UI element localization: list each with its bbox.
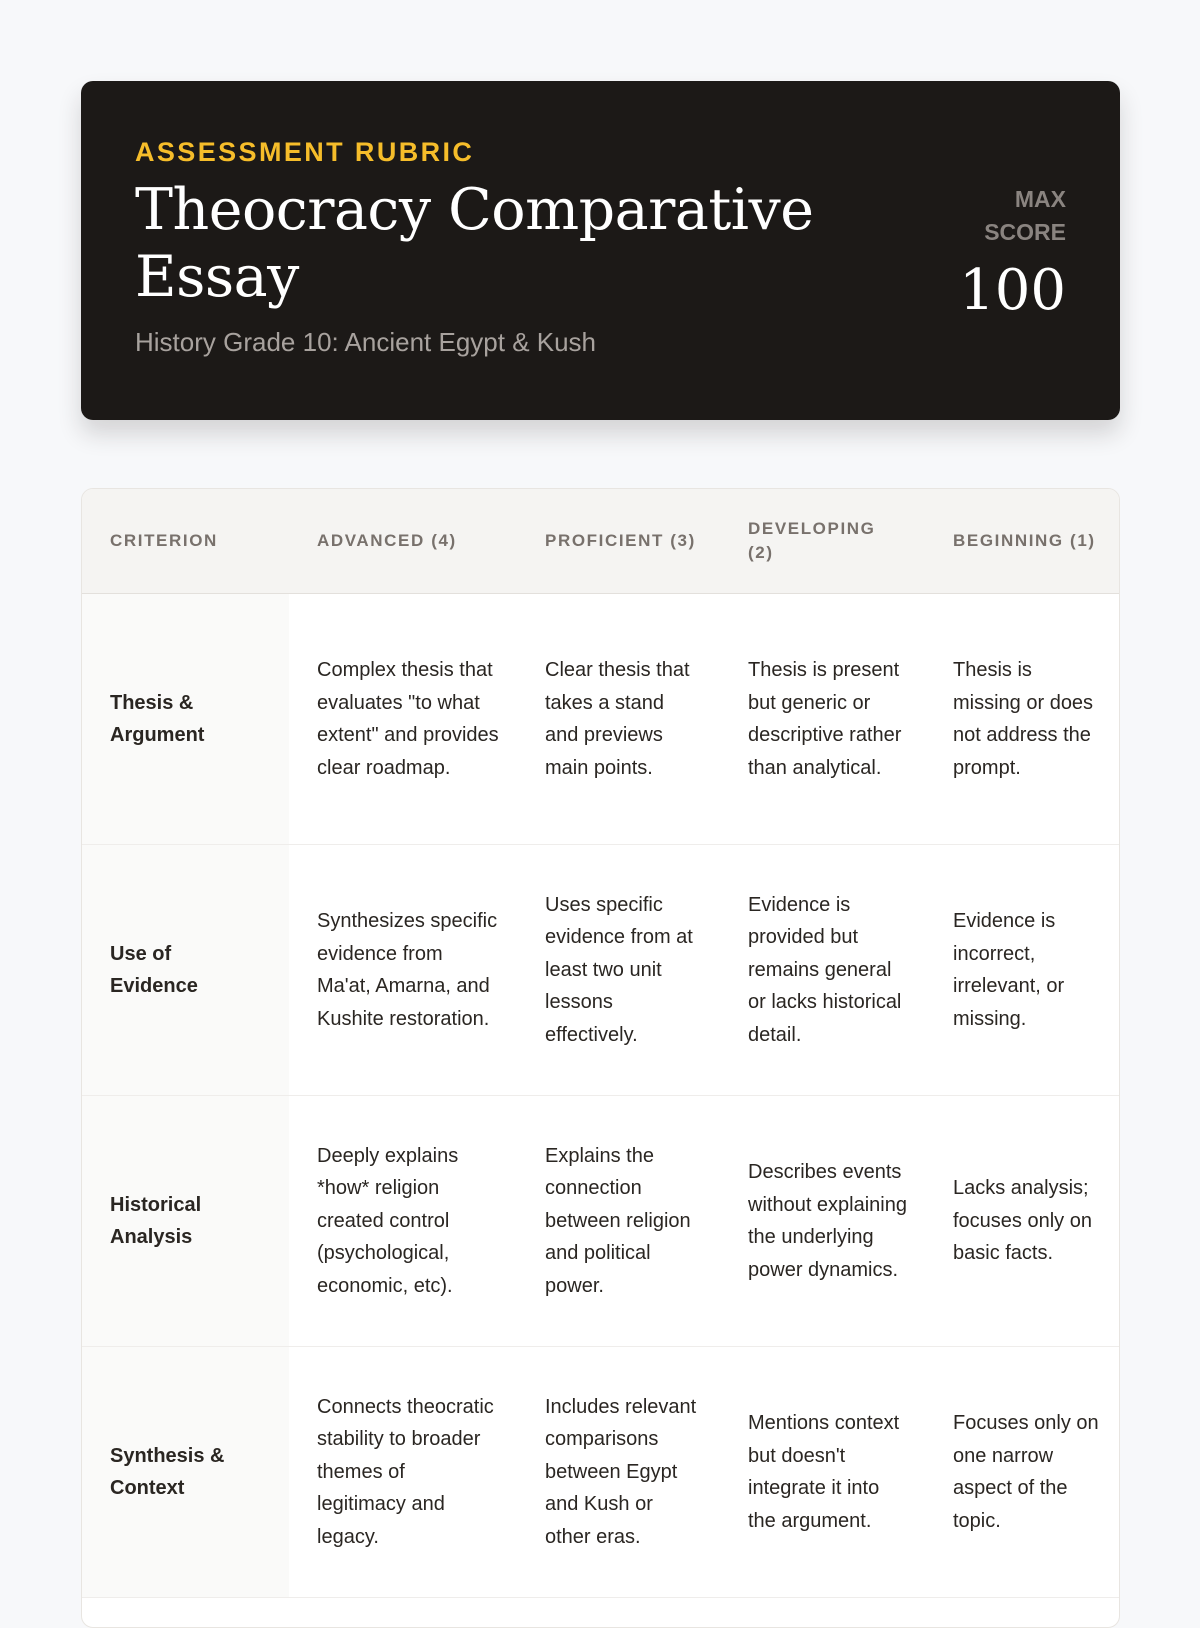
column-header-advanced: ADVANCED (4) — [317, 531, 457, 550]
developing-cell: Describes events without explaining the underlying power dynamics. — [748, 1161, 907, 1281]
table-row — [82, 1096, 1119, 1347]
advanced-cell: Deeply explains *how* religion created control (psychological, economic, etc). — [317, 1144, 459, 1297]
proficient-cell: Uses specific evidence from at least two unit lessons effectively. — [545, 893, 693, 1046]
advanced-cell: Complex thesis that evaluates "to what extent" and provides clear roadmap. — [317, 659, 499, 779]
criterion-cell: Historical Analysis — [82, 1096, 289, 1346]
table-row — [82, 594, 1119, 845]
max-score-box — [946, 183, 1066, 323]
beginning-cell: Focuses only on one narrow aspect of the topic. — [953, 1412, 1099, 1532]
criterion-cell: Use of Evidence — [82, 845, 289, 1095]
course-subtitle: History Grade 10: Ancient Egypt & Kush — [135, 327, 597, 357]
rubric-table — [81, 488, 1120, 1628]
beginning-cell: Lacks analysis; focuses only on basic facts. — [953, 1177, 1092, 1265]
proficient-cell: Explains the connection between religion and political power. — [545, 1144, 691, 1297]
column-header-beginning: BEGINNING (1) — [953, 531, 1096, 550]
beginning-cell: Thesis is missing or does not address the prompt. — [953, 659, 1094, 779]
column-header-proficient: PROFICIENT (3) — [545, 531, 696, 550]
beginning-cell: Evidence is incorrect, irrelevant, or missing. — [953, 910, 1065, 1030]
table-row — [82, 845, 1119, 1096]
developing-cell: Thesis is present but generic or descriptive rather than analytical. — [748, 659, 902, 779]
advanced-cell: Connects theocratic stability to broader themes of legitimacy and legacy. — [317, 1395, 494, 1548]
max-score-value: 100 — [959, 258, 1066, 323]
advanced-cell: Synthesizes specific evidence from Ma'at, Amarna, and Kushite restoration. — [317, 910, 498, 1030]
rubric-eyebrow: ASSESSMENT RUBRIC — [135, 137, 475, 167]
table-header-row — [82, 489, 1119, 594]
column-header-criterion: CRITERION — [110, 531, 218, 550]
table-row — [82, 1347, 1119, 1598]
column-header-developing: DEVELOPING (2) — [748, 519, 876, 562]
criterion-cell: Thesis & Argument — [82, 594, 289, 844]
criterion-cell: Synthesis & Context — [82, 1347, 289, 1597]
proficient-cell: Clear thesis that takes a stand and previews main points. — [545, 659, 690, 779]
proficient-cell: Includes relevant comparisons between Egypt and Kush or other eras. — [545, 1395, 697, 1548]
max-score-label: MAX SCORE — [984, 186, 1066, 245]
developing-cell: Mentions context but doesn't integrate it into the argument. — [748, 1412, 900, 1532]
rubric-header — [81, 81, 1120, 420]
developing-cell: Evidence is provided but remains general or lacks historical detail. — [748, 893, 902, 1046]
page-title: Theocracy Comparative Essay — [135, 177, 814, 310]
